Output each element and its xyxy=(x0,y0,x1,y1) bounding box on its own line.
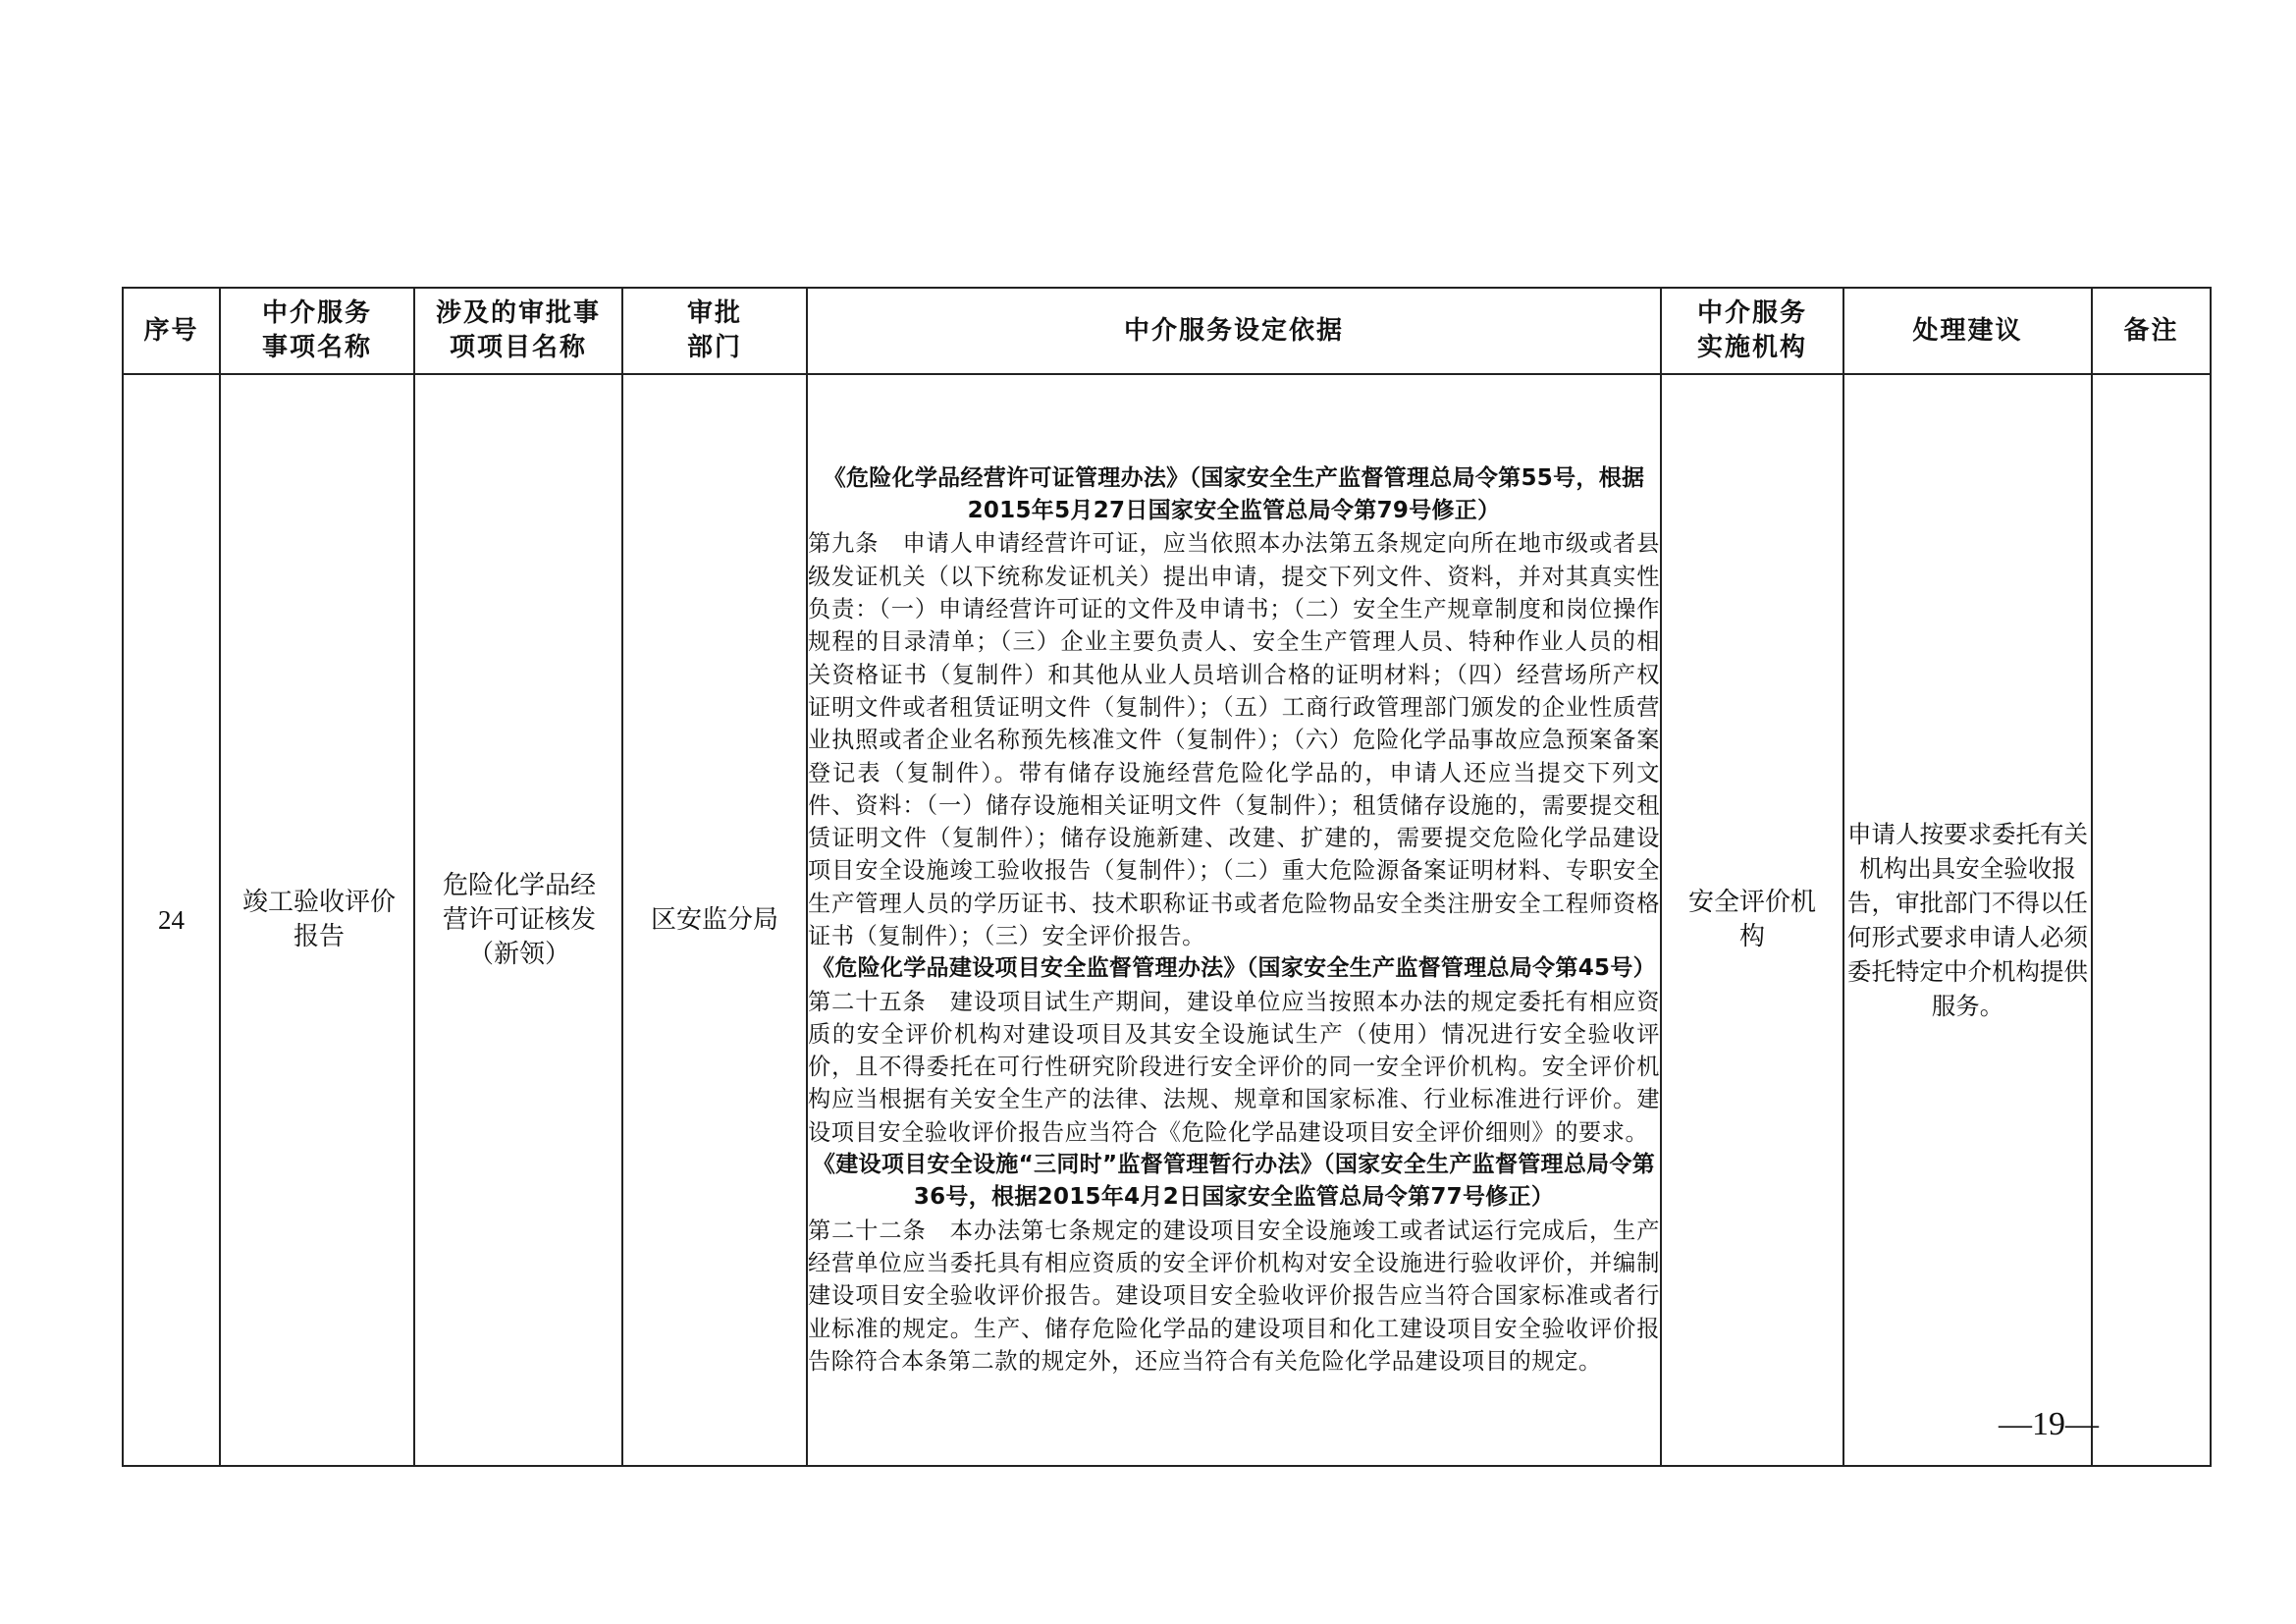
law-title-3: 《建设项目安全设施“三同时”监督管理暂行办法》（国家安全生产监督管理总局令第36号，根据2015年4月2日国家安全监管总局令第77号修正） xyxy=(812,1152,1656,1211)
law-title-1: 《危险化学品经营许可证管理办法》（国家安全生产监督管理总局令第55号，根据2015年5月27日国家安全监管总局令第79号修正） xyxy=(823,464,1645,524)
row-legal-basis xyxy=(807,374,1661,1466)
page-number: —19— xyxy=(1999,1406,2099,1442)
law-article-3: 第二十二条 本办法第七条规定的建设项目安全设施竣工或者试运行完成后，生产经营单位应当委托具有相应资质的安全评价机构对安全设施进行验收评价，并编制建设项目安全验收评价报告。建设项目安全验收评价报告应当符合国家标准或者行业标准的规定。生产、储存危险化学品的建设项目和化工建设项目安全验收评价报告除符合本条第二款的规定外，还应当符合有关危险化学品建设项目的规定。 xyxy=(808,1217,1660,1375)
table-header-row xyxy=(123,288,2211,374)
row-suggestion: 申请人按要求委托有关机构出具安全验收报告，审批部门不得以任何形式要求申请人必须委托特定中介机构提供服务。 xyxy=(1843,374,2092,1466)
header-implementer: 中介服务 实施机构 xyxy=(1661,288,1843,374)
header-suggestion: 处理建议 xyxy=(1843,288,2092,374)
law-title-2: 《危险化学品建设项目安全监督管理办法》（国家安全生产监督管理总局令第45号） xyxy=(812,955,1656,982)
header-service-name: 中介服务 事项名称 xyxy=(220,288,414,374)
intermediary-services-table xyxy=(122,287,2212,1467)
row-service-name: 竣工验收评价报告 xyxy=(220,374,414,1466)
header-approval-item: 涉及的审批事 项项目名称 xyxy=(414,288,622,374)
header-serial-number: 序号 xyxy=(123,288,220,374)
table-row xyxy=(123,374,2211,1466)
law-article-1: 第九条 申请人申请经营许可证，应当依照本办法第五条规定向所在地市级或者县级发证机关（以下统称发证机关）提出申请，提交下列文件、资料，并对其真实性负责：（一）申请经营许可证的文件及申请书；（二）安全生产规章制度和岗位操作规程的目录清单；（三）企业主要负责人、安全生产管理人员、特种作业人员的相关资格证书（复制件）和其他从业人员培训合格的证明材料；（四）经营场所产权证明文件或者租赁证明文件（复制件）；（五）工商行政管理部门颁发的企业性质营业执照或者企业名称预先核准文件（复制件）；（六）危险化学品事故应急预案备案登记表（复制件）。带有储存设施经营危险化学品的，申请人还应当提交下列文件、资料：（一）储存设施相关证明文件（复制件）；租赁储存设施的，需要提交租赁证明文件（复制件）；储存设施新建、改建、扩建的，需要提交危险化学品建设项目安全设施竣工验收报告（复制件）；（二）重大危险源备案证明材料、专职安全生产管理人员的学历证书、技术职称证书或者危险物品安全类注册安全工程师资格证书（复制件）；（三）安全评价报告。 xyxy=(808,530,1660,949)
row-department: 区安监分局 xyxy=(622,374,807,1466)
row-approval-item: 危险化学品经营许可证核发（新领） xyxy=(414,374,622,1466)
header-remark: 备注 xyxy=(2092,288,2211,374)
law-article-2: 第二十五条 建设项目试生产期间，建设单位应当按照本办法的规定委托有相应资质的安全评价机构对建设项目及其安全设施试生产（使用）情况进行安全验收评价，且不得委托在可行性研究阶段进行安全评价的同一安全评价机构。安全评价机构应当根据有关安全生产的法律、法规、规章和国家标准、行业标准进行评价。建设项目安全验收评价报告应当符合《危险化学品建设项目安全评价细则》的要求。 xyxy=(808,988,1660,1146)
row-serial-number: 24 xyxy=(123,374,220,1466)
header-department: 审批 部门 xyxy=(622,288,807,374)
row-remark xyxy=(2092,374,2211,1466)
header-basis: 中介服务设定依据 xyxy=(807,288,1661,374)
row-implementer: 安全评价机构 xyxy=(1661,374,1843,1466)
